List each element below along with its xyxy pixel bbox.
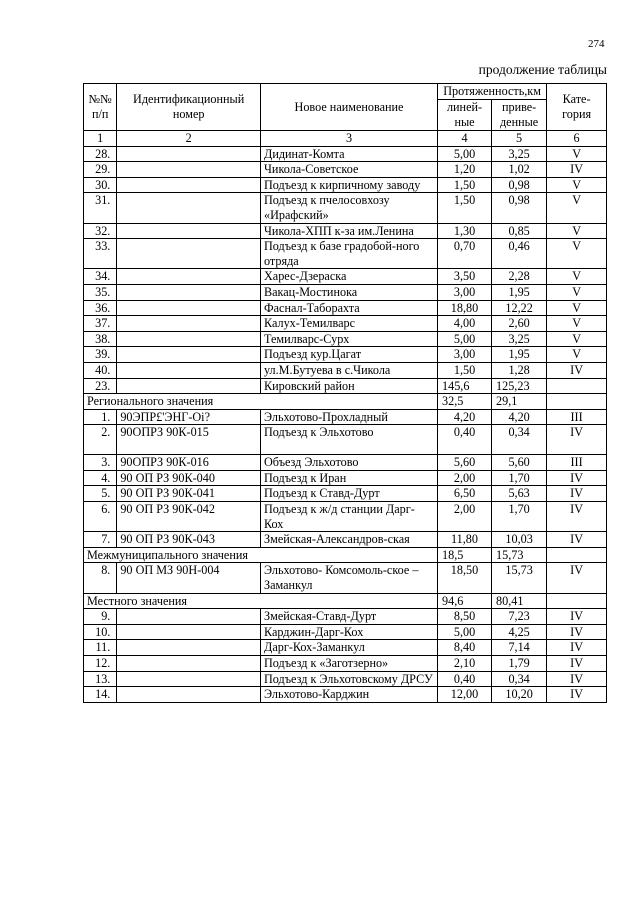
- row-reduced: 1,70: [492, 502, 547, 532]
- column-number: 5: [492, 131, 547, 147]
- row-name: Кировский район: [261, 378, 438, 394]
- table-header: [84, 84, 607, 147]
- row-name: Подъезд к «Заготзерно»: [261, 656, 438, 672]
- section-row: [84, 547, 607, 563]
- row-id: 90ОПРЗ 90К-016: [117, 455, 261, 471]
- row-category: V: [547, 331, 607, 347]
- row-linear: 3,50: [438, 269, 492, 285]
- row-id: [117, 193, 261, 223]
- row-category: IV: [547, 470, 607, 486]
- header-category: Кате-гория: [547, 84, 607, 131]
- row-linear: 11,80: [438, 532, 492, 548]
- row-name: Подъезд к пчелосовхозу «Ирафский»: [261, 193, 438, 223]
- row-name: Эльхотово-Карджин: [261, 687, 438, 703]
- row-id: 90 ОП РЗ 90К-040: [117, 470, 261, 486]
- row-id: [117, 146, 261, 162]
- row-category: IV: [547, 656, 607, 672]
- section-linear: 18,5: [438, 547, 492, 563]
- row-category: V: [547, 300, 607, 316]
- row-number: 13.: [84, 671, 117, 687]
- row-name: Калух-Темилварс: [261, 316, 438, 332]
- row-category: IV: [547, 624, 607, 640]
- row-name: Дарг-Кох-Заманкул: [261, 640, 438, 656]
- row-number: 1.: [84, 409, 117, 425]
- row-category: IV: [547, 162, 607, 178]
- row-id: [117, 269, 261, 285]
- section-category: [547, 593, 607, 609]
- table-row: [84, 193, 607, 223]
- row-category: V: [547, 316, 607, 332]
- row-category: V: [547, 193, 607, 223]
- row-reduced: 1,95: [492, 347, 547, 363]
- row-reduced: 0,85: [492, 223, 547, 239]
- row-name: Дидинат-Комта: [261, 146, 438, 162]
- row-name: Фаснал-Таборахта: [261, 300, 438, 316]
- row-name: Темилварс-Сурх: [261, 331, 438, 347]
- row-id: [117, 656, 261, 672]
- table-row: [84, 609, 607, 625]
- table-row: [84, 425, 607, 455]
- row-name: Подъезд к ж/д станции Дарг-Кох: [261, 502, 438, 532]
- row-number: 40.: [84, 362, 117, 378]
- row-name: Харес-Дзераска: [261, 269, 438, 285]
- row-category: [547, 378, 607, 394]
- row-linear: 5,00: [438, 624, 492, 640]
- row-reduced: 2,28: [492, 269, 547, 285]
- row-reduced: 1,79: [492, 656, 547, 672]
- row-category: V: [547, 177, 607, 193]
- column-number-row: [84, 131, 607, 147]
- row-number: 39.: [84, 347, 117, 363]
- header-reduced: приве-денные: [492, 100, 547, 131]
- row-linear: 145,6: [438, 378, 492, 394]
- row-category: V: [547, 269, 607, 285]
- table-row: [84, 300, 607, 316]
- row-linear: 5,00: [438, 331, 492, 347]
- section-linear: 32,5: [438, 394, 492, 410]
- row-reduced: 10,03: [492, 532, 547, 548]
- section-reduced: 15,73: [492, 547, 547, 563]
- row-name: Подъезд к базе градобой-ного отряда: [261, 239, 438, 269]
- row-name: Подъезд кур.Цагат: [261, 347, 438, 363]
- row-name: Карджин-Дарг-Кох: [261, 624, 438, 640]
- row-reduced: 0,34: [492, 671, 547, 687]
- row-id: 90 ОП МЗ 90Н-004: [117, 563, 261, 593]
- row-linear: 3,00: [438, 347, 492, 363]
- row-id: [117, 640, 261, 656]
- section-row: [84, 593, 607, 609]
- row-name: Объезд Эльхотово: [261, 455, 438, 471]
- row-linear: 18,50: [438, 563, 492, 593]
- row-name: Змейская-Александров-ская: [261, 532, 438, 548]
- row-linear: 0,40: [438, 671, 492, 687]
- row-number: 30.: [84, 177, 117, 193]
- row-category: IV: [547, 502, 607, 532]
- table-body: [84, 146, 607, 702]
- row-linear: 1,50: [438, 193, 492, 223]
- row-linear: 8,50: [438, 609, 492, 625]
- row-number: 23.: [84, 378, 117, 394]
- row-number: 35.: [84, 284, 117, 300]
- row-reduced: 0,98: [492, 193, 547, 223]
- row-linear: 2,10: [438, 656, 492, 672]
- section-linear: 94,6: [438, 593, 492, 609]
- row-category: IV: [547, 532, 607, 548]
- column-number: 6: [547, 131, 607, 147]
- table-row: [84, 687, 607, 703]
- row-reduced: 1,28: [492, 362, 547, 378]
- table-row: [84, 146, 607, 162]
- row-number: 6.: [84, 502, 117, 532]
- row-linear: 5,00: [438, 146, 492, 162]
- row-name: Подъезд к Эльхотовскому ДРСУ: [261, 671, 438, 687]
- row-name: Эльхотово- Комсомоль-ское –Заманкул: [261, 563, 438, 593]
- row-number: 4.: [84, 470, 117, 486]
- row-id: 90 ОП РЗ 90К-042: [117, 502, 261, 532]
- page-number: 274: [588, 38, 605, 50]
- section-reduced: 29,1: [492, 394, 547, 410]
- row-category: V: [547, 347, 607, 363]
- row-category: IV: [547, 362, 607, 378]
- row-id: 90 ОП РЗ 90К-041: [117, 486, 261, 502]
- row-number: 34.: [84, 269, 117, 285]
- row-reduced: 10,20: [492, 687, 547, 703]
- row-id: [117, 239, 261, 269]
- row-number: 3.: [84, 455, 117, 471]
- row-id: 90ЭПР£'ЭНГ-Оі?: [117, 409, 261, 425]
- roads-table: [83, 83, 607, 703]
- table-row: [84, 486, 607, 502]
- section-reduced: 80,41: [492, 593, 547, 609]
- row-category: IV: [547, 640, 607, 656]
- row-reduced: 1,95: [492, 284, 547, 300]
- table-row: [84, 656, 607, 672]
- row-number: 36.: [84, 300, 117, 316]
- table-row: [84, 316, 607, 332]
- row-name: Подъезд к Эльхотово: [261, 425, 438, 455]
- district-row: [84, 378, 607, 394]
- row-reduced: 2,60: [492, 316, 547, 332]
- row-linear: 0,40: [438, 425, 492, 455]
- row-id: [117, 284, 261, 300]
- table-row: [84, 671, 607, 687]
- row-reduced: 0,46: [492, 239, 547, 269]
- row-linear: 0,70: [438, 239, 492, 269]
- row-number: 28.: [84, 146, 117, 162]
- row-name: Эльхотово-Прохладный: [261, 409, 438, 425]
- row-name: Подъезд к кирпичному заводу: [261, 177, 438, 193]
- row-name: Чикола-Советское: [261, 162, 438, 178]
- header-id: Идентификационный номер: [117, 84, 261, 131]
- section-label: Межмуниципального значения: [84, 547, 438, 563]
- row-category: IV: [547, 486, 607, 502]
- column-number: 4: [438, 131, 492, 147]
- row-category: V: [547, 239, 607, 269]
- row-linear: 8,40: [438, 640, 492, 656]
- table-row: [84, 284, 607, 300]
- row-number: 32.: [84, 223, 117, 239]
- row-id: [117, 162, 261, 178]
- row-number: 33.: [84, 239, 117, 269]
- row-linear: 18,80: [438, 300, 492, 316]
- row-category: V: [547, 146, 607, 162]
- row-id: [117, 609, 261, 625]
- table-row: [84, 177, 607, 193]
- row-linear: 5,60: [438, 455, 492, 471]
- row-linear: 2,00: [438, 502, 492, 532]
- row-category: III: [547, 455, 607, 471]
- row-linear: 6,50: [438, 486, 492, 502]
- row-number: 2.: [84, 425, 117, 455]
- row-reduced: 4,25: [492, 624, 547, 640]
- row-name: ул.М.Бутуева в с.Чикола: [261, 362, 438, 378]
- row-id: [117, 347, 261, 363]
- table-row: [84, 455, 607, 471]
- row-number: 12.: [84, 656, 117, 672]
- header-num: №№ п/п: [84, 84, 117, 131]
- row-category: IV: [547, 563, 607, 593]
- row-name: Чикола-ХПП к-за им.Ленина: [261, 223, 438, 239]
- row-id: [117, 316, 261, 332]
- row-id: [117, 300, 261, 316]
- table-row: [84, 223, 607, 239]
- table-row: [84, 502, 607, 532]
- row-name: Змейская-Ставд-Дурт: [261, 609, 438, 625]
- row-number: 10.: [84, 624, 117, 640]
- table-row: [84, 624, 607, 640]
- section-row: [84, 394, 607, 410]
- row-category: V: [547, 223, 607, 239]
- row-reduced: 125,23: [492, 378, 547, 394]
- row-category: IV: [547, 609, 607, 625]
- column-number: 3: [261, 131, 438, 147]
- row-category: IV: [547, 687, 607, 703]
- row-linear: 1,30: [438, 223, 492, 239]
- row-reduced: 4,20: [492, 409, 547, 425]
- row-reduced: 7,14: [492, 640, 547, 656]
- row-reduced: 0,34: [492, 425, 547, 455]
- row-id: [117, 362, 261, 378]
- row-id: [117, 223, 261, 239]
- row-number: 29.: [84, 162, 117, 178]
- row-number: 14.: [84, 687, 117, 703]
- row-name: Вакац-Мостинока: [261, 284, 438, 300]
- row-id: [117, 331, 261, 347]
- table-row: [84, 331, 607, 347]
- section-label: Местного значения: [84, 593, 438, 609]
- row-number: 38.: [84, 331, 117, 347]
- row-reduced: 1,70: [492, 470, 547, 486]
- row-number: 9.: [84, 609, 117, 625]
- row-id: [117, 624, 261, 640]
- row-id: [117, 687, 261, 703]
- table-row: [84, 239, 607, 269]
- column-number: 2: [117, 131, 261, 147]
- row-number: 8.: [84, 563, 117, 593]
- row-reduced: 5,63: [492, 486, 547, 502]
- table-row: [84, 362, 607, 378]
- row-linear: 4,20: [438, 409, 492, 425]
- table-row: [84, 470, 607, 486]
- table-row: [84, 409, 607, 425]
- row-id: 90 ОП РЗ 90К-043: [117, 532, 261, 548]
- table-row: [84, 563, 607, 593]
- row-linear: 12,00: [438, 687, 492, 703]
- header-name: Новое наименование: [261, 84, 438, 131]
- row-reduced: 5,60: [492, 455, 547, 471]
- table-row: [84, 269, 607, 285]
- row-reduced: 3,25: [492, 146, 547, 162]
- table-row: [84, 640, 607, 656]
- row-linear: 1,20: [438, 162, 492, 178]
- row-name: Подъезд к Ставд-Дурт: [261, 486, 438, 502]
- table-row: [84, 162, 607, 178]
- row-number: 7.: [84, 532, 117, 548]
- section-category: [547, 547, 607, 563]
- row-number: 37.: [84, 316, 117, 332]
- row-linear: 1,50: [438, 362, 492, 378]
- row-linear: 4,00: [438, 316, 492, 332]
- row-id: 90ОПРЗ 90К-015: [117, 425, 261, 455]
- row-reduced: 7,23: [492, 609, 547, 625]
- row-name: Подъезд к Иран: [261, 470, 438, 486]
- row-reduced: 0,98: [492, 177, 547, 193]
- row-number: 31.: [84, 193, 117, 223]
- row-category: IV: [547, 425, 607, 455]
- row-reduced: 15,73: [492, 563, 547, 593]
- row-number: 5.: [84, 486, 117, 502]
- row-id: [117, 671, 261, 687]
- row-reduced: 1,02: [492, 162, 547, 178]
- header-linear: линей-ные: [438, 100, 492, 131]
- section-label: Регионального значения: [84, 394, 438, 410]
- column-number: 1: [84, 131, 117, 147]
- row-reduced: 12,22: [492, 300, 547, 316]
- row-reduced: 3,25: [492, 331, 547, 347]
- table-row: [84, 347, 607, 363]
- row-category: IV: [547, 671, 607, 687]
- row-linear: 2,00: [438, 470, 492, 486]
- row-number: 11.: [84, 640, 117, 656]
- row-linear: 3,00: [438, 284, 492, 300]
- row-id: [117, 378, 261, 394]
- continuation-label: продолжение таблицы: [478, 62, 607, 77]
- section-category: [547, 394, 607, 410]
- table-row: [84, 532, 607, 548]
- row-category: V: [547, 284, 607, 300]
- row-category: III: [547, 409, 607, 425]
- row-id: [117, 177, 261, 193]
- header-length: Протяженность,км: [438, 84, 547, 100]
- row-linear: 1,50: [438, 177, 492, 193]
